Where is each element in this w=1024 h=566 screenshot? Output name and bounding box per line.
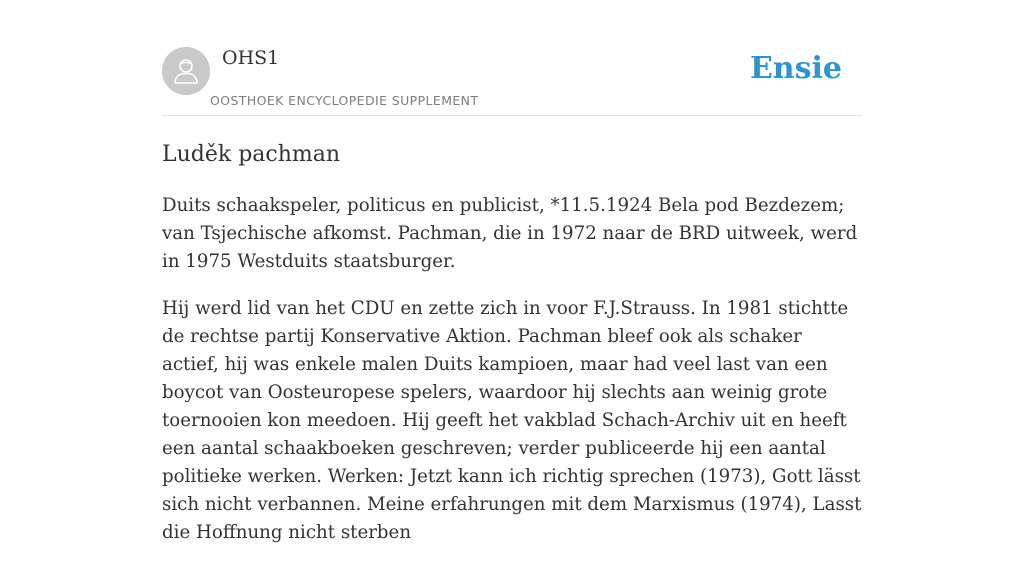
avatar[interactable] [162, 47, 210, 95]
user-silhouette-icon [162, 47, 210, 95]
article-body [162, 192, 862, 566]
source-label[interactable]: OOSTHOEK ENCYCLOPEDIE SUPPLEMENT [210, 93, 479, 108]
page [162, 0, 862, 543]
author-username[interactable]: OHS1 [222, 47, 280, 69]
brand-logo[interactable]: Ensie [749, 51, 842, 86]
paragraph: Hij werd lid van het CDU en zette zich in voor F.J.Strauss. In 1981 stichtte de rechtse partij Konservative Aktion. Pachman bleef ook als schaker actief, hij was enkele malen Duits kampioen, maar had veel last van een boycot van Oosteuropese spelers, waardoor hij slechts aan weinig grote toernooien kon meedoen. Hij geeft het vakblad Schach-Archiv uit en heeft een aantal schaakboeken geschreven; verder publiceerde hij een aantal politieke werken. Werken: Jetzt kann ich richtig sprechen (1973), Gott lässt sich nicht verbannen. Meine erfahrungen mit dem Marxismus (1974), Lasst die Hoffnung nicht sterben [162, 298, 862, 543]
header [162, 0, 862, 116]
paragraph: Duits schaakspeler, politicus en publicist, *11.5.1924 Bela pod Bezdezem; van Tsjechische afkomst. Pachman, die in 1972 naar de BRD uitweek, werd in 1975 Westduits staatsburger. [162, 195, 858, 272]
page-title: Luděk pachman [162, 142, 341, 167]
